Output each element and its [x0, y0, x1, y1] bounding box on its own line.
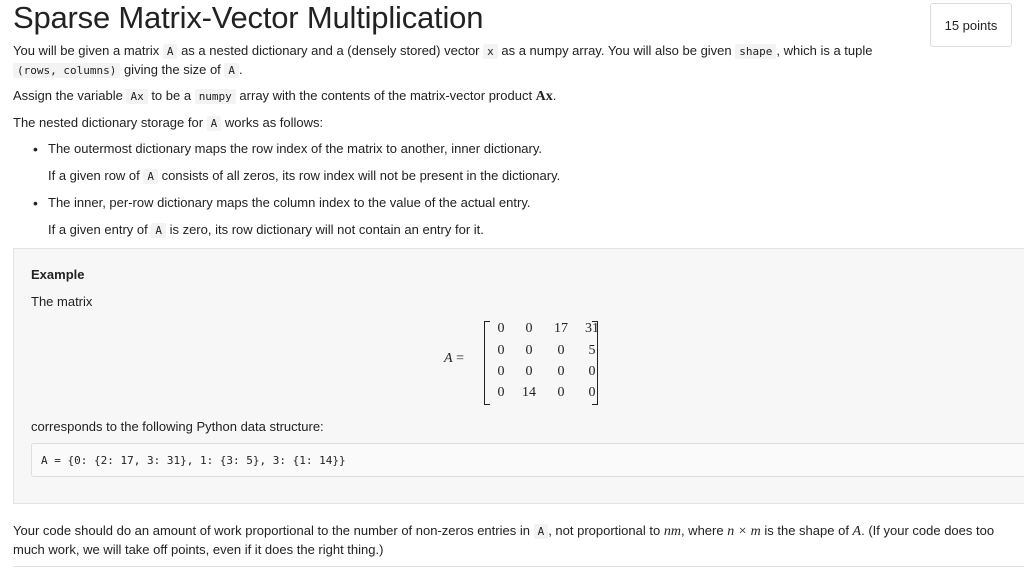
footer-text: , not proportional to [548, 523, 664, 538]
matrix-cell: 5 [588, 343, 596, 358]
code-numpy: numpy [195, 89, 236, 104]
divider [13, 566, 1024, 567]
matrix-cell: 0 [525, 343, 533, 358]
math-n-times-m: n × m [727, 524, 761, 539]
intro-text: , which is a tuple [776, 43, 873, 58]
storage-text: The nested dictionary storage for [13, 115, 207, 130]
example-heading: Example [31, 267, 85, 282]
matrix-cell: 0 [525, 364, 533, 379]
footer-paragraph [13, 522, 1013, 559]
math-nm: nm [663, 524, 681, 539]
assign-text: array with the contents of the matrix-vector product [235, 88, 536, 103]
list-item-detail [48, 167, 560, 186]
example-matrix-label: The matrix [31, 294, 93, 309]
code-A: A [143, 169, 158, 184]
storage-text: works as follows: [221, 115, 324, 130]
detail-text: If a given entry of [48, 222, 152, 237]
storage-rules-list [13, 140, 542, 158]
matrix-cell: 17 [554, 321, 568, 336]
matrix-cell: 0 [588, 364, 596, 379]
list-item-detail [48, 221, 484, 240]
footer-text: . (If your code does too much work, we will take off points, even if it does the right thing.) [13, 523, 995, 557]
intro-text: giving the size of [120, 62, 225, 77]
math-A: A [852, 524, 862, 539]
code-rows-columns: (rows, columns) [13, 63, 120, 78]
matrix-cell: 0 [525, 321, 533, 336]
points-badge: 15 points [930, 3, 1012, 47]
example-corresponds-text: corresponds to the following Python data structure: [31, 419, 324, 434]
footer-text: Your code should do an amount of work proportional to the number of non-zeros entries in [13, 523, 534, 538]
list-item: • The outermost dictionary maps the row index of the matrix to another, inner dictionary. [13, 140, 542, 158]
code-A: A [534, 524, 549, 539]
intro-text: as a numpy array. You will also be given [497, 43, 736, 58]
matrix-cell: 0 [557, 364, 565, 379]
code-Ax: Ax [126, 89, 147, 104]
intro-text: as a nested dictionary and a (densely stored) vector [177, 43, 484, 58]
math-Ax: Ax [535, 89, 553, 104]
intro-text: . [239, 62, 243, 77]
storage-paragraph [13, 114, 323, 133]
matrix-cell: 14 [522, 385, 536, 400]
page-title: Sparse Matrix-Vector Multiplication [13, 0, 484, 35]
assign-text: to be a [147, 88, 195, 103]
detail-text: is zero, its row dictionary will not contain an entry for it. [165, 222, 484, 237]
intro-paragraph [13, 42, 913, 80]
matrix-cell: 0 [497, 343, 505, 358]
assign-paragraph [13, 87, 556, 106]
matrix-cell: 0 [588, 385, 596, 400]
code-block: A = {0: {2: 17, 3: 31}, 1: {3: 5}, 3: {1: 14}} [31, 443, 1024, 477]
matrix-cell: 0 [497, 321, 505, 336]
assign-text: Assign the variable [13, 88, 127, 103]
footer-text: , where [680, 523, 728, 538]
intro-text: You will be given a matrix [13, 43, 163, 58]
matrix-var: A [444, 351, 453, 366]
matrix-cell: 0 [557, 343, 565, 358]
matrix-cell: 0 [557, 385, 565, 400]
footer-text: is the shape of [760, 523, 853, 538]
code-A: A [151, 223, 166, 238]
code-x: x [483, 44, 498, 59]
detail-text: consists of all zeros, its row index will not be present in the dictionary. [158, 168, 561, 183]
code-shape: shape [735, 44, 776, 59]
matrix-cell: 0 [497, 364, 505, 379]
matrix-display [444, 321, 624, 403]
code-A: A [224, 63, 239, 78]
storage-rules-list [13, 194, 530, 212]
list-item: • The inner, per-row dictionary maps the column index to the value of the actual entry. [13, 194, 530, 212]
matrix-cell: 31 [585, 321, 599, 336]
code-A: A [207, 116, 222, 131]
matrix-equals: = [452, 351, 464, 366]
assign-text: . [552, 88, 557, 103]
detail-text: If a given row of [48, 168, 144, 183]
matrix-cell: 0 [497, 385, 505, 400]
code-A: A [163, 44, 178, 59]
example-box [13, 248, 1024, 504]
matrix-lhs [444, 351, 464, 367]
